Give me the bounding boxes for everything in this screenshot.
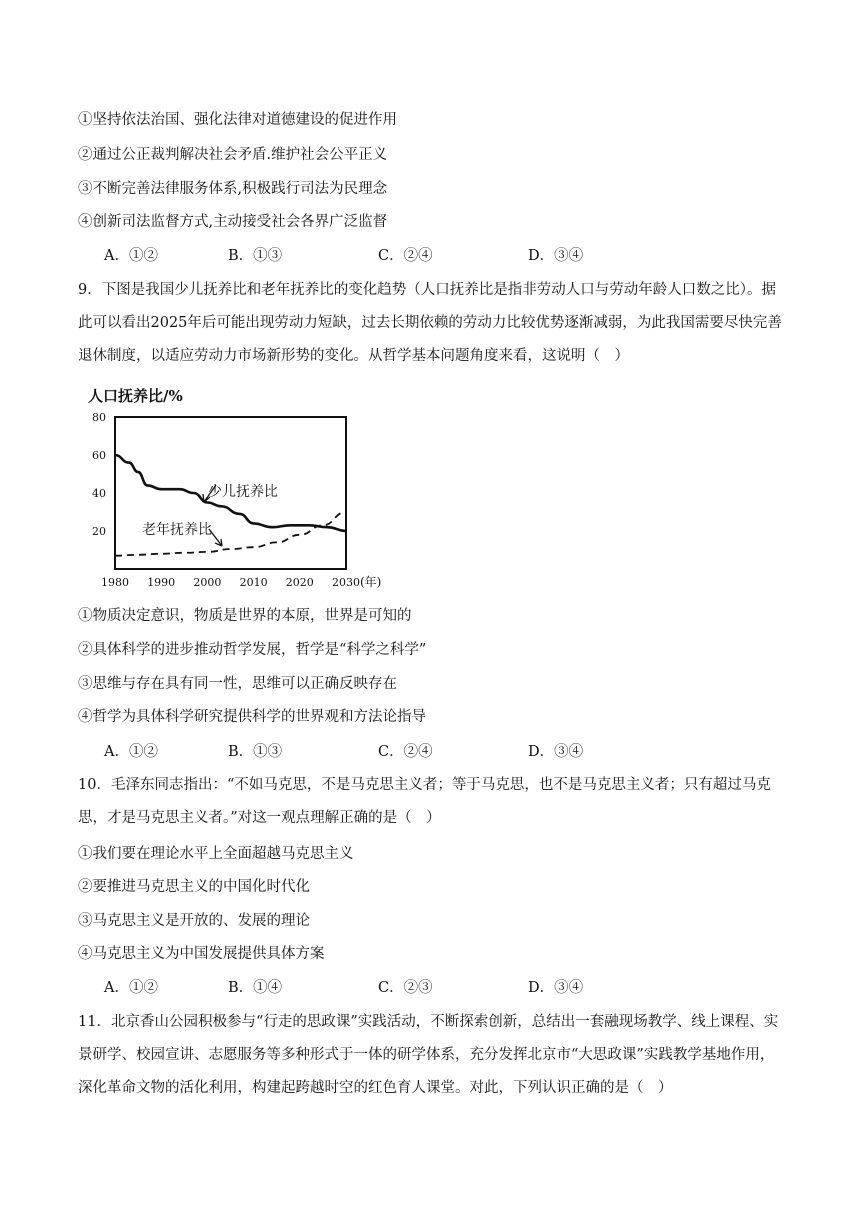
- q8-option-d[interactable]: D．③④: [528, 248, 584, 264]
- q10-option-b[interactable]: B．①④: [228, 980, 283, 996]
- x-tick-label: 2010: [239, 576, 268, 589]
- q9-item-2: ②具体科学的进步推动哲学发展，哲学是“科学之科学”: [78, 642, 427, 658]
- chart-xlabel: (年): [360, 575, 382, 589]
- q8-item-2: ②通过公正裁判解决社会矛盾.维护社会公平正义: [78, 147, 388, 163]
- x-tick-label: 2030: [332, 576, 360, 589]
- q8-item-1: ①坚持依法治国、强化法律对道德建设的促进作用: [78, 112, 397, 128]
- q10-item-2: ②要推进马克思主义的中国化时代化: [78, 879, 310, 895]
- q8-item-3: ③不断完善法律服务体系,积极践行司法为民理念: [78, 181, 388, 197]
- chart-ylabel: 人口抚养比/%: [88, 387, 183, 405]
- q9-stem: 9．下图是我国少儿抚养比和老年抚养比的变化趋势（人口抚养比是指非劳动人口与劳动年龄人口数之比）。据此可以看出2025年后可能出现劳动力短缺，过去长期依赖的劳动力比较优势逐渐减弱，为此我国需要尽快完善退休制度，以适应劳动力市场新形势的变化。从哲学基本问题角度来看，这说明（ ）: [78, 282, 782, 364]
- q10-stem: 10．毛泽东同志指出：“不如马克思，不是马克思主义者；等于马克思，也不是马克思主义者；只有超过马克思，才是马克思主义者。”对这一观点理解正确的是（ ）: [78, 777, 771, 826]
- x-tick-label: 1980: [101, 576, 129, 589]
- q9-option-a[interactable]: A．①②: [104, 744, 158, 760]
- q8-option-b[interactable]: B．①③: [228, 248, 283, 264]
- q9-option-c[interactable]: C．②④: [378, 744, 433, 760]
- q9-item-3: ③思维与存在具有同一性，思维可以正确反映存在: [78, 676, 397, 692]
- q8-item-4: ④创新司法监督方式,主动接受社会各界广泛监督: [78, 214, 388, 230]
- q10-item-1: ①我们要在理论水平上全面超越马克思主义: [78, 846, 354, 862]
- dependency-ratio-chart: [84, 384, 384, 594]
- arrow-elderly-ratio-head: [215, 539, 222, 546]
- y-tick-label: 40: [92, 487, 106, 500]
- x-tick-label: 1990: [147, 576, 176, 589]
- label-child-ratio: 少儿抚养比: [208, 484, 278, 500]
- q9-item-1: ①物质决定意识，物质是世界的本原，世界是可知的: [78, 608, 412, 624]
- y-tick-label: 60: [92, 449, 106, 462]
- x-tick-label: 2000: [193, 576, 222, 589]
- q11-stem: 11．北京香山公园积极参与“行走的思政课”实践活动，不断探索创新，总结出一套融现场教学、线上课程、实景研学、校园宣讲、志愿服务等多种形式于一体的研学体系，充分发挥北京市“大思政课”实践教学基地作用，深化革命文物的活化利用，构建起跨越时空的红色育人课堂。对此，下列认识正确的是（ ）: [78, 1014, 779, 1096]
- q10-item-4: ④马克思主义为中国发展提供具体方案: [78, 946, 325, 962]
- q9-option-d[interactable]: D．③④: [528, 744, 584, 760]
- q10-option-c[interactable]: C．②③: [378, 980, 433, 996]
- q10-option-d[interactable]: D．③④: [528, 980, 584, 996]
- q9-option-b[interactable]: B．①③: [228, 744, 283, 760]
- q8-option-a[interactable]: A．①②: [104, 248, 158, 264]
- y-tick-label: 80: [92, 411, 106, 424]
- q10-option-a[interactable]: A．①②: [104, 980, 158, 996]
- label-elderly-ratio: 老年抚养比: [142, 522, 212, 538]
- y-tick-label: 20: [92, 525, 106, 538]
- q8-option-c[interactable]: C．②④: [378, 248, 433, 264]
- q10-item-3: ③马克思主义是开放的、发展的理论: [78, 913, 310, 929]
- q9-item-4: ④哲学为具体科学研究提供科学的世界观和方法论指导: [78, 709, 426, 725]
- x-tick-label: 2020: [285, 576, 314, 589]
